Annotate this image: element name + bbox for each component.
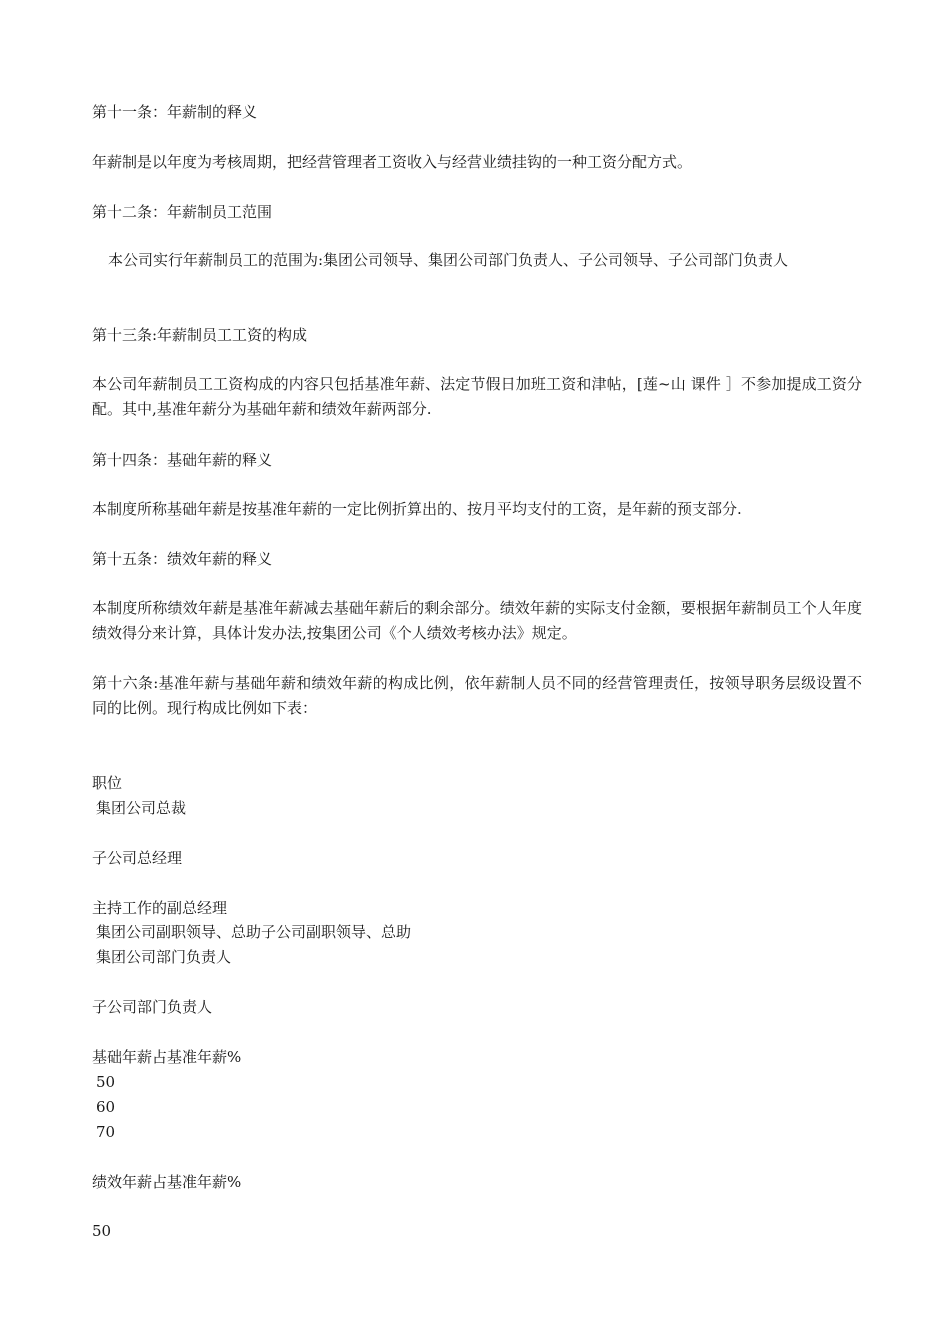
article-11-body: 年薪制是以年度为考核周期，把经营管理者工资收入与经营业绩挂钩的一种工资分配方式。 <box>92 153 693 171</box>
article-15-body: 本制度所称绩效年薪是基准年薪减去基础年薪后的剩余部分。绩效年薪的实际支付金额，要根据年薪制员工个人年度绩效得分来计算，具体计发办法,按集团公司《个人绩效考核办法》规定。 <box>92 599 862 642</box>
table-header-perf: 绩效年薪占基准年薪% <box>92 1173 242 1191</box>
table-header-position: 职位 <box>92 774 123 792</box>
article-12-body: 本公司实行年薪制员工的范围为:集团公司领导、集团公司部门负责人、子公司领导、子公司部门负责人 <box>108 251 789 269</box>
table-position-1: 集团公司总裁 <box>96 799 187 817</box>
article-13-body: 本公司年薪制员工工资构成的内容只包括基准年薪、法定节假日加班工资和津帖，[莲~山 课件 ］不参加提成工资分配。其中,基准年薪分为基础年薪和绩效年薪两部分. <box>92 375 862 418</box>
table-header-base: 基础年薪占基准年薪% <box>92 1048 242 1066</box>
table-base-value-1: 50 <box>96 1073 116 1091</box>
table-position-3: 主持工作的副总经理 <box>92 899 228 917</box>
table-position-4: 集团公司副职领导、总助子公司副职领导、总助 <box>96 923 412 941</box>
article-14-heading: 第十四条：基础年薪的释义 <box>92 451 273 469</box>
table-base-value-2: 60 <box>96 1098 116 1116</box>
article-13-heading: 第十三条:年薪制员工工资的构成 <box>92 326 308 344</box>
article-14-body: 本制度所称基础年薪是按基准年薪的一定比例折算出的、按月平均支付的工资，是年薪的预支部分. <box>92 500 742 518</box>
table-position-2: 子公司总经理 <box>92 849 183 867</box>
article-15-heading: 第十五条：绩效年薪的释义 <box>92 550 273 568</box>
article-11-heading: 第十一条：年薪制的释义 <box>92 103 258 121</box>
table-position-6: 子公司部门负责人 <box>92 998 213 1016</box>
article-16-body: 第十六条:基准年薪与基础年薪和绩效年薪的构成比例，依年薪制人员不同的经营管理责任，按领导职务层级设置不同的比例。现行构成比例如下表： <box>92 674 862 717</box>
table-perf-value-1: 50 <box>92 1222 112 1240</box>
table-base-value-3: 70 <box>96 1123 116 1141</box>
article-12-heading: 第十二条：年薪制员工范围 <box>92 203 273 221</box>
table-position-5: 集团公司部门负责人 <box>96 948 232 966</box>
